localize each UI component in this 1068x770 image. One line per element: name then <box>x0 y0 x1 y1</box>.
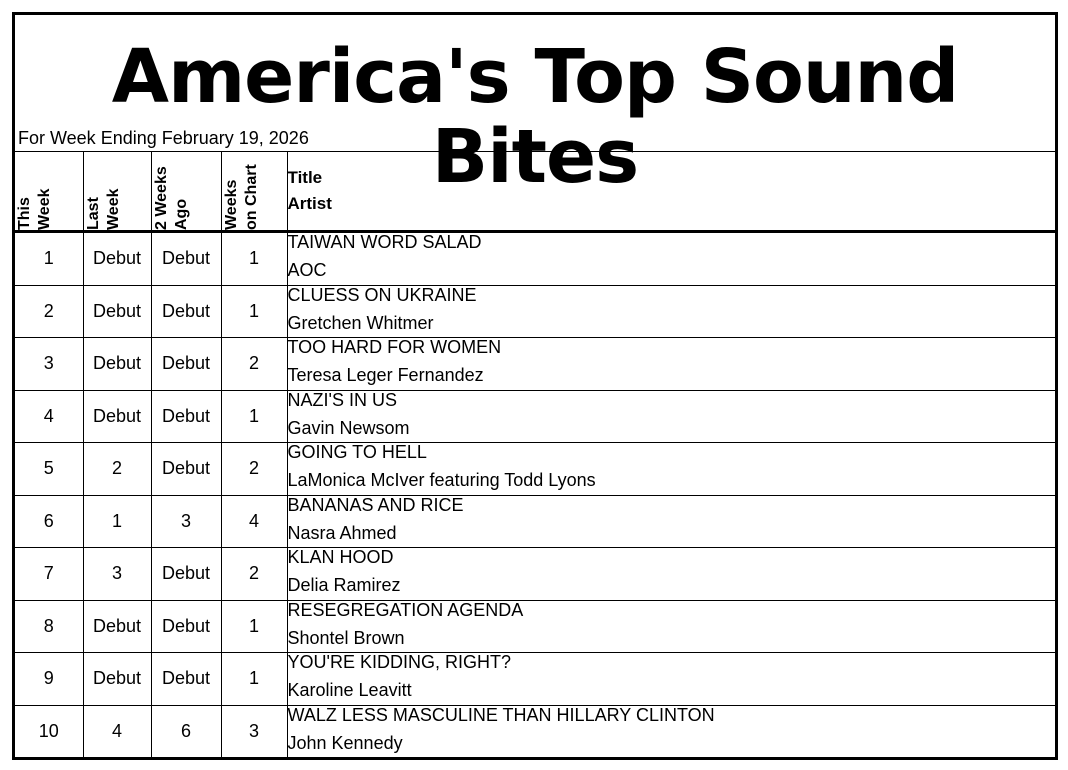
rank-this-week: 6 <box>15 495 83 548</box>
table-row <box>15 338 1055 391</box>
header-weeks-on-chart <box>221 152 287 232</box>
chart-table <box>15 151 1055 757</box>
header-last-week <box>83 152 151 232</box>
table-row <box>15 443 1055 496</box>
header-last-week-line1: Last <box>84 197 102 230</box>
weeks-on-chart: 1 <box>221 600 287 653</box>
weeks-on-chart: 3 <box>221 705 287 757</box>
header-artist: Artist <box>287 194 332 213</box>
rank-two-weeks-ago: Debut <box>151 653 221 706</box>
header-row <box>15 152 1055 232</box>
song-title: TAIWAN WORD SALAD <box>287 232 482 252</box>
song-artist: Shontel Brown <box>287 627 405 648</box>
title-artist-cell <box>287 705 1055 757</box>
header-two-weeks-ago-line1: 2 Weeks <box>152 166 170 230</box>
table-row <box>15 285 1055 338</box>
song-title: BANANAS AND RICE <box>287 494 464 515</box>
song-artist: Gretchen Whitmer <box>287 312 434 333</box>
song-title: CLUESS ON UKRAINE <box>287 284 477 305</box>
rank-this-week: 5 <box>15 443 83 496</box>
title-artist-cell <box>287 338 1055 391</box>
song-artist: AOC <box>287 260 327 280</box>
song-artist: Gavin Newsom <box>287 417 410 438</box>
header-this-week <box>15 152 83 232</box>
header-this-week-line2: Week <box>36 188 53 230</box>
header-last-week-line2: Week <box>104 188 122 230</box>
rank-last-week: 3 <box>83 548 151 601</box>
rank-this-week: 3 <box>15 338 83 391</box>
song-title: KLAN HOOD <box>287 547 394 567</box>
rank-two-weeks-ago: Debut <box>151 285 221 338</box>
title-artist-cell <box>287 548 1055 601</box>
table-row <box>15 495 1055 548</box>
title-artist-cell <box>287 653 1055 706</box>
title-artist-cell <box>287 232 1055 286</box>
rank-this-week: 9 <box>15 653 83 706</box>
weeks-on-chart: 2 <box>221 548 287 601</box>
weeks-on-chart: 2 <box>221 338 287 391</box>
song-artist: John Kennedy <box>287 732 403 753</box>
title-artist-cell <box>287 285 1055 338</box>
rank-last-week: 1 <box>83 495 151 548</box>
rank-last-week: 4 <box>83 705 151 757</box>
header-this-week-line1: This <box>16 197 33 230</box>
rank-two-weeks-ago: 3 <box>151 495 221 548</box>
rank-two-weeks-ago: 6 <box>151 705 221 757</box>
title-artist-cell <box>287 600 1055 653</box>
song-artist: Delia Ramirez <box>287 575 401 595</box>
rank-two-weeks-ago: Debut <box>151 548 221 601</box>
header-two-weeks-ago <box>151 152 221 232</box>
rank-this-week: 8 <box>15 600 83 653</box>
rank-two-weeks-ago: Debut <box>151 338 221 391</box>
weeks-on-chart: 1 <box>221 285 287 338</box>
song-title: YOU'RE KIDDING, RIGHT? <box>287 652 511 672</box>
header-title: Title <box>287 168 323 187</box>
rank-last-week: 2 <box>83 443 151 496</box>
weeks-on-chart: 4 <box>221 495 287 548</box>
rank-two-weeks-ago: Debut <box>151 232 221 286</box>
rank-this-week: 10 <box>15 705 83 757</box>
header-title-artist <box>287 152 1055 232</box>
rank-two-weeks-ago: Debut <box>151 390 221 443</box>
rank-this-week: 2 <box>15 285 83 338</box>
rank-last-week: Debut <box>83 390 151 443</box>
chart-body <box>15 232 1055 758</box>
table-row <box>15 600 1055 653</box>
title-artist-cell <box>287 443 1055 496</box>
table-row <box>15 548 1055 601</box>
chart-sheet <box>12 12 1058 760</box>
rank-two-weeks-ago: Debut <box>151 600 221 653</box>
title-artist-cell <box>287 390 1055 443</box>
table-row <box>15 705 1055 757</box>
rank-this-week: 7 <box>15 548 83 601</box>
week-ending-label: For Week Ending February 19, 2026 <box>18 128 309 148</box>
rank-last-week: Debut <box>83 232 151 286</box>
rank-last-week: Debut <box>83 338 151 391</box>
song-title: GOING TO HELL <box>287 442 427 462</box>
weeks-on-chart: 1 <box>221 653 287 706</box>
song-artist: LaMonica McIver featuring Todd Lyons <box>287 470 596 490</box>
table-row <box>15 653 1055 706</box>
rank-last-week: Debut <box>83 600 151 653</box>
song-artist: Nasra Ahmed <box>287 522 397 543</box>
rank-two-weeks-ago: Debut <box>151 443 221 496</box>
song-title: WALZ LESS MASCULINE THAN HILLARY CLINTON <box>287 704 715 725</box>
table-row <box>15 232 1055 286</box>
title-artist-cell <box>287 495 1055 548</box>
table-row <box>15 390 1055 443</box>
rank-last-week: Debut <box>83 285 151 338</box>
rank-last-week: Debut <box>83 653 151 706</box>
page-title: America's Top Sound Bites <box>111 34 959 200</box>
weeks-on-chart: 2 <box>221 443 287 496</box>
header-weeks-on-chart-line2: on Chart <box>242 164 260 230</box>
weeks-on-chart: 1 <box>221 390 287 443</box>
song-artist: Teresa Leger Fernandez <box>287 365 484 385</box>
header-two-weeks-ago-line2: Ago <box>172 198 190 230</box>
song-title: NAZI'S IN US <box>287 389 397 410</box>
rank-this-week: 1 <box>15 232 83 286</box>
song-title: TOO HARD FOR WOMEN <box>287 337 502 357</box>
header-weeks-on-chart-line1: Weeks <box>222 179 240 230</box>
song-artist: Karoline Leavitt <box>287 680 412 700</box>
weeks-on-chart: 1 <box>221 232 287 286</box>
song-title: RESEGREGATION AGENDA <box>287 599 524 620</box>
rank-this-week: 4 <box>15 390 83 443</box>
